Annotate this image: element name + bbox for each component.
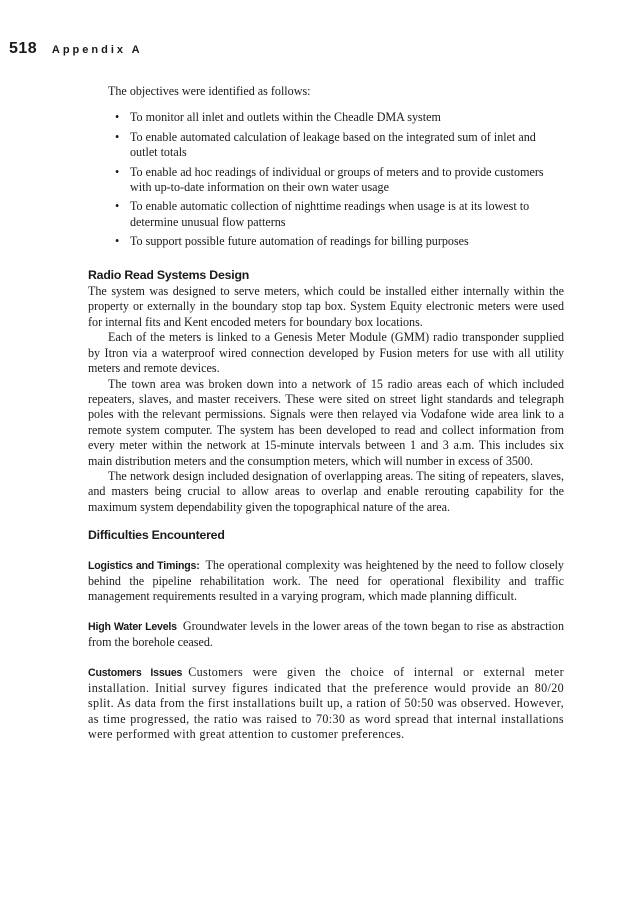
difficulty-customers (88, 665, 564, 743)
list-item: • To enable automatic collection of nighttime readings when usage is at its lowest to determine unusual flow patterns (130, 199, 564, 230)
runin-heading: High Water Levels (88, 620, 177, 633)
paragraph: The town area was broken down into a network of 15 radio areas each of which included repeaters, slaves, and master receivers. These were sited on street light standards and telegraph poles with the relevant permissions. Signals were then relayed via Vodafone wide area link to a remote system computer. The system has been developed to read and collect information from every meter within the network at 15-minute intervals between 1 and 3 a.m. This includes six main distribution meters and the consumption meters, which will number in excess of 3500. (88, 376, 564, 468)
intro-text: The objectives were identified as follows: (108, 84, 311, 98)
radio-heading: Radio Read Systems Design (88, 267, 250, 282)
running-header (9, 40, 143, 58)
difficulty-water-levels (88, 619, 564, 651)
list-item: • To enable automated calculation of leakage based on the integrated sum of inlet and outlet totals (130, 130, 564, 161)
page-body (88, 84, 564, 743)
runin-heading: Logistics and Timings: (88, 559, 200, 572)
list-item: • To monitor all inlet and outlets within the Cheadle DMA system (130, 110, 564, 125)
paragraph: Each of the meters is linked to a Genesis Meter Module (GMM) radio transponder supplied by Itron via a waterproof wired connection developed by Fusion meters for use with all utility meters and remote devices. (88, 330, 564, 376)
paragraph: Customers were given the choice of internal or external meter installation. Initial survey figures indicated that the preference would provide an 80/20 split. As data from the first installations built up, a ration of 50:50 was observed. However, as time progressed, the ratio was raised to 70:30 as word spread that internal installations were performed with great attention to customer preferences. (88, 664, 564, 742)
difficulties-heading: Difficulties Encountered (88, 528, 225, 543)
difficulty-logistics (88, 558, 564, 605)
section-title: Appendix A (51, 44, 143, 56)
list-item: • To enable ad hoc readings of individual or groups of meters and to provide customers with up-to-date information on their own water usage (130, 165, 564, 196)
paragraph: Groundwater levels in the lower areas of the town began to rise as abstraction from the borehole ceased. (88, 618, 564, 650)
paragraph: The operational complexity was heightened by the need to follow closely behind the pipeline rehabilitation work. The need for operational flexibility and traffic management requirements resulted in a varying program, which made planning difficult. (88, 557, 564, 604)
objectives-list (88, 110, 564, 249)
paragraph: The network design included designation of overlapping areas. The siting of repeaters, slaves, and masters being crucial to allow areas to overlap and enable rerouting capability for the maximum system dependability given the topographical nature of the area. (88, 468, 564, 514)
page-number: 518 (9, 40, 38, 57)
paragraph: The system was designed to serve meters, which could be installed either internally within the property or externally in the boundary stop tap box. System Equity electronic meters were used for internal fits and Kent encoded meters for boundary box locations. (88, 284, 564, 329)
runin-heading: Customers Issues (88, 666, 183, 679)
list-item: • To support possible future automation of readings for billing purposes (130, 234, 564, 249)
